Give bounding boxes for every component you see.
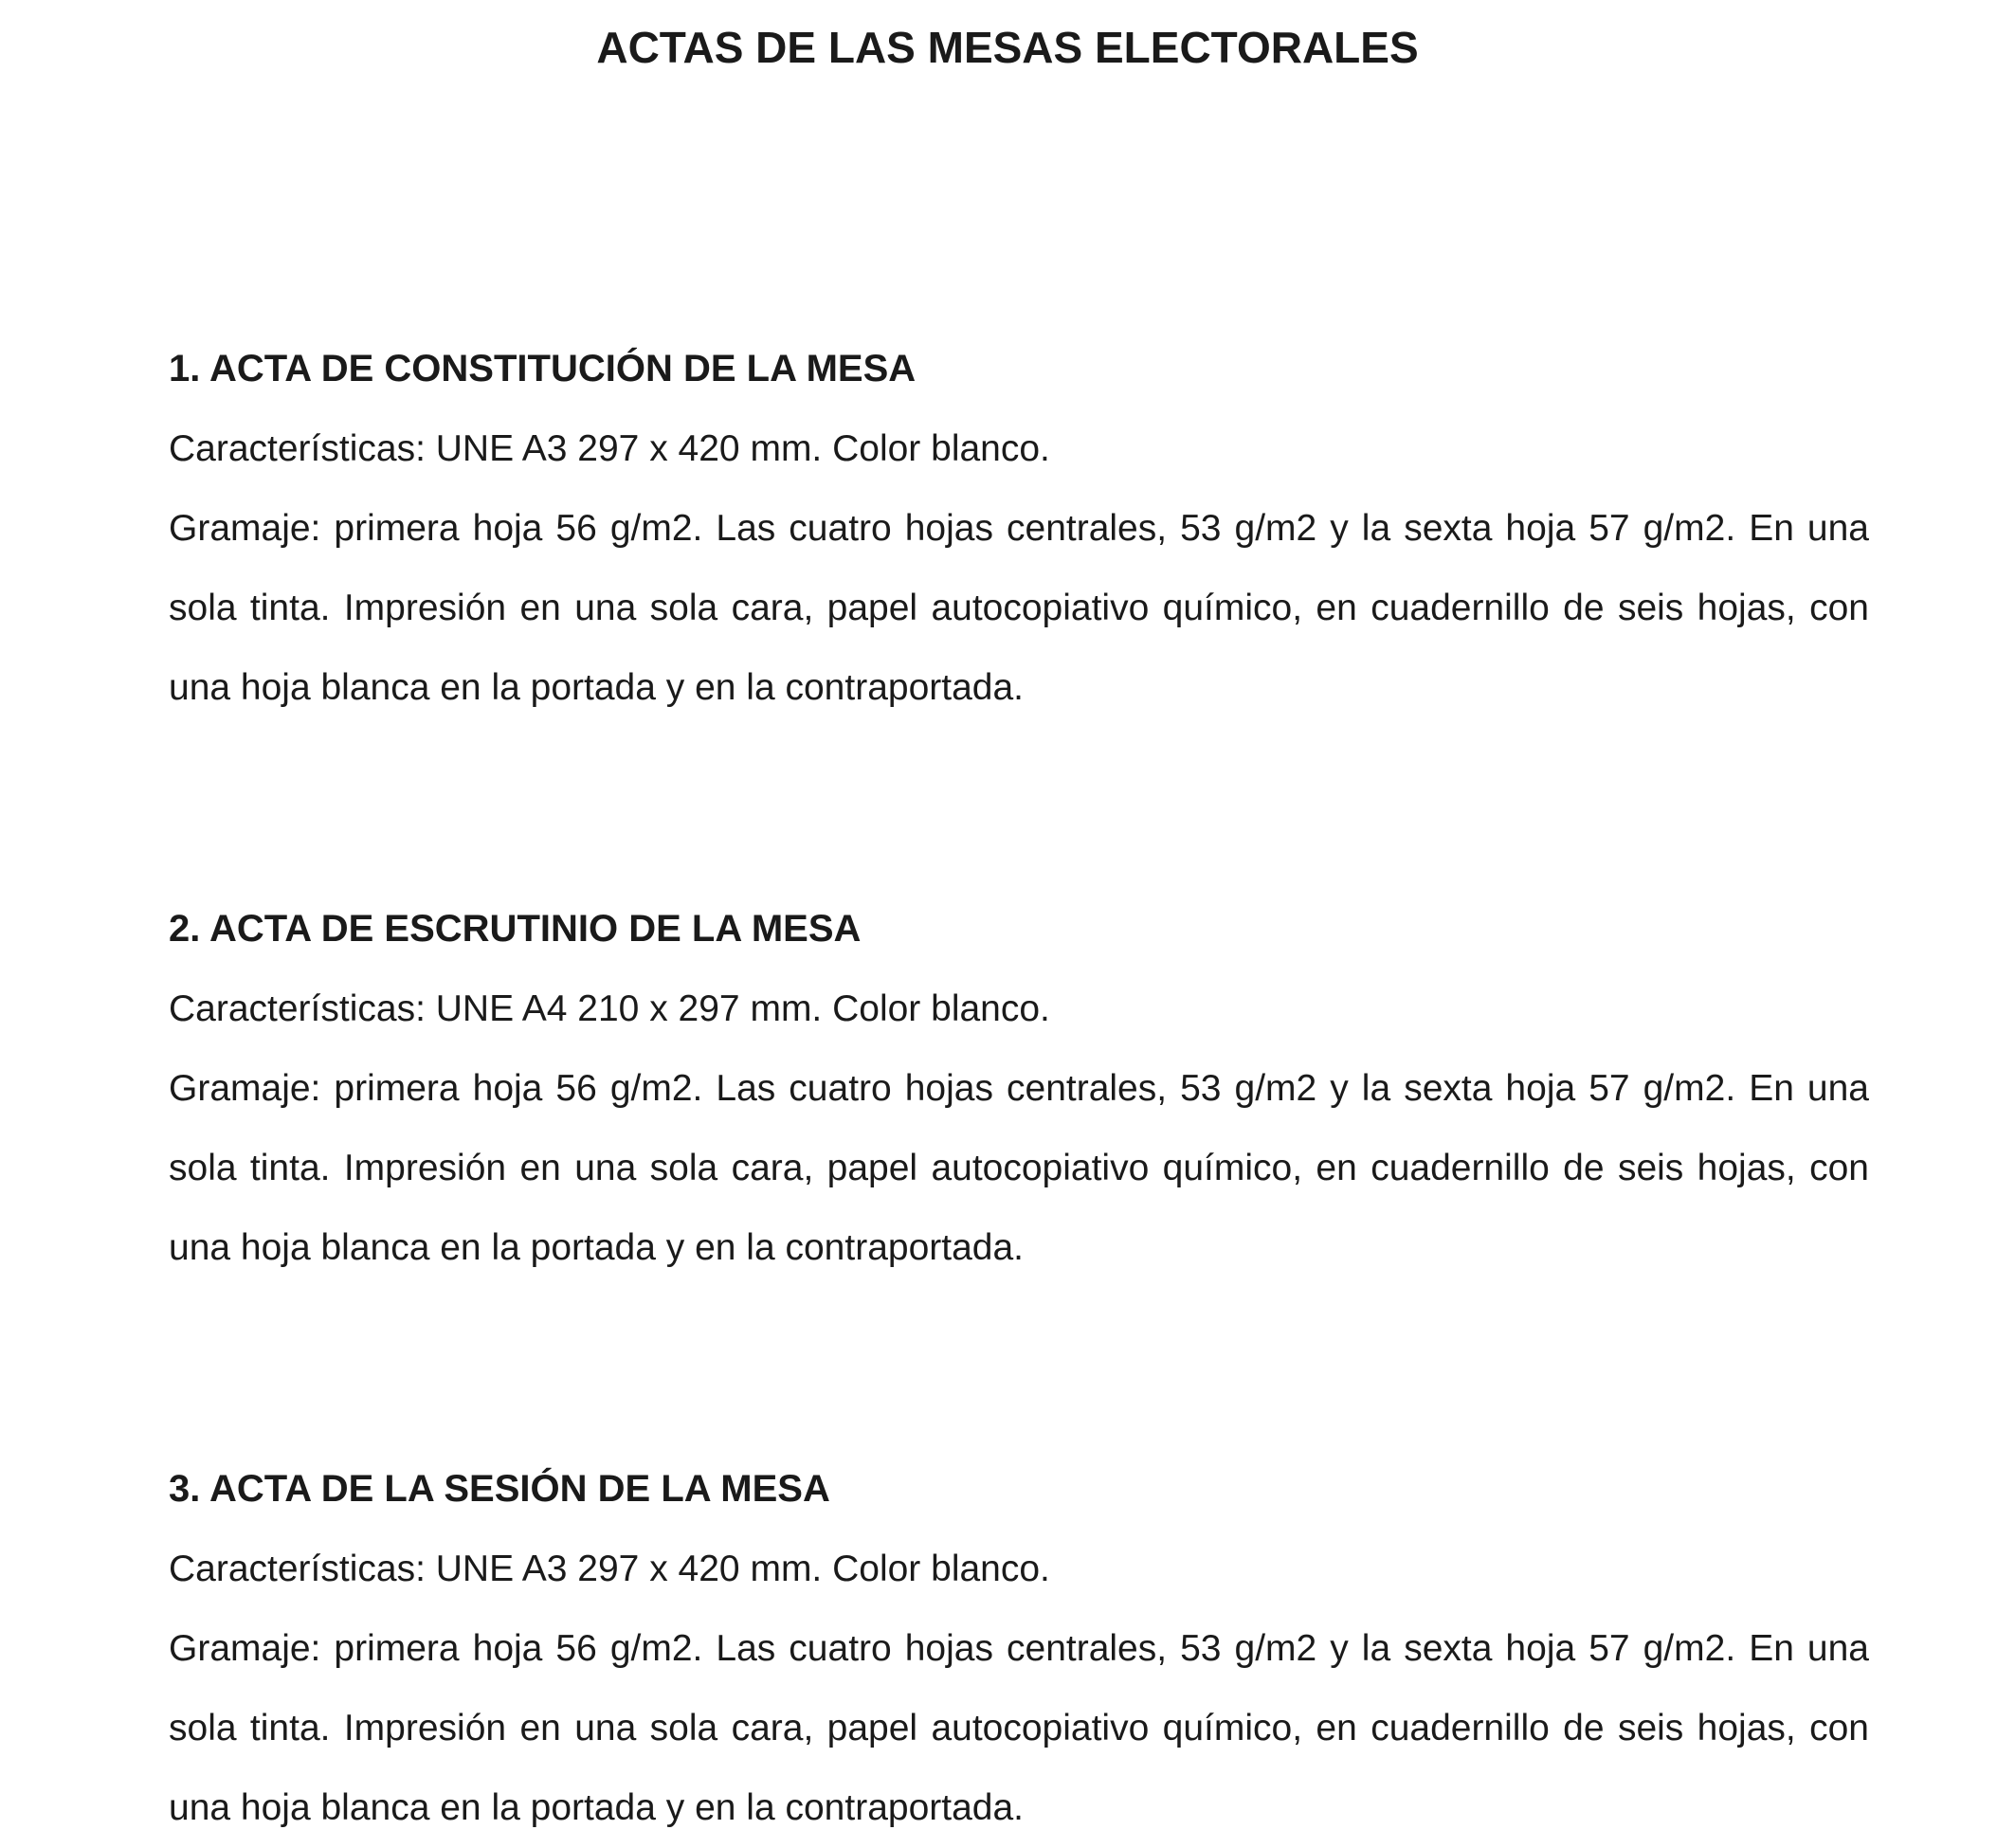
section-acta-constitucion <box>169 345 1869 728</box>
section-heading: 3. ACTA DE LA SESIÓN DE LA MESA <box>169 1468 830 1510</box>
section-grammage: Gramaje: primera hoja 56 g/m2. Las cuatro hojas centrales, 53 g/m2 y la sexta hoja 57 g/m2. En una sola tinta. Impresión en una sola cara, papel autocopiativo químico, en cuadernillo de seis hojas, con una hoja blanca en la portada y en la contraportada. <box>169 1068 1869 1268</box>
section-characteristics: Características: UNE A4 210 x 297 mm. Color blanco. <box>169 988 1050 1029</box>
section-acta-sesion <box>169 1465 1869 1848</box>
section-grammage: Gramaje: primera hoja 56 g/m2. Las cuatro hojas centrales, 53 g/m2 y la sexta hoja 57 g/m2. En una sola tinta. Impresión en una sola cara, papel autocopiativo químico, en cuadernillo de seis hojas, con una hoja blanca en la portada y en la contraportada. <box>169 1628 1869 1828</box>
section-grammage: Gramaje: primera hoja 56 g/m2. Las cuatro hojas centrales, 53 g/m2 y la sexta hoja 57 g/m2. En una sola tinta. Impresión en una sola cara, papel autocopiativo químico, en cuadernillo de seis hojas, con una hoja blanca en la portada y en la contraportada. <box>169 508 1869 708</box>
section-heading: 1. ACTA DE CONSTITUCIÓN DE LA MESA <box>169 348 917 390</box>
section-characteristics: Características: UNE A3 297 x 420 mm. Color blanco. <box>169 1549 1050 1589</box>
section-heading: 2. ACTA DE ESCRUTINIO DE LA MESA <box>169 908 862 950</box>
section-characteristics: Características: UNE A3 297 x 420 mm. Color blanco. <box>169 428 1050 469</box>
section-acta-escrutinio <box>169 905 1869 1288</box>
document-title: ACTAS DE LAS MESAS ELECTORALES <box>596 23 1419 72</box>
